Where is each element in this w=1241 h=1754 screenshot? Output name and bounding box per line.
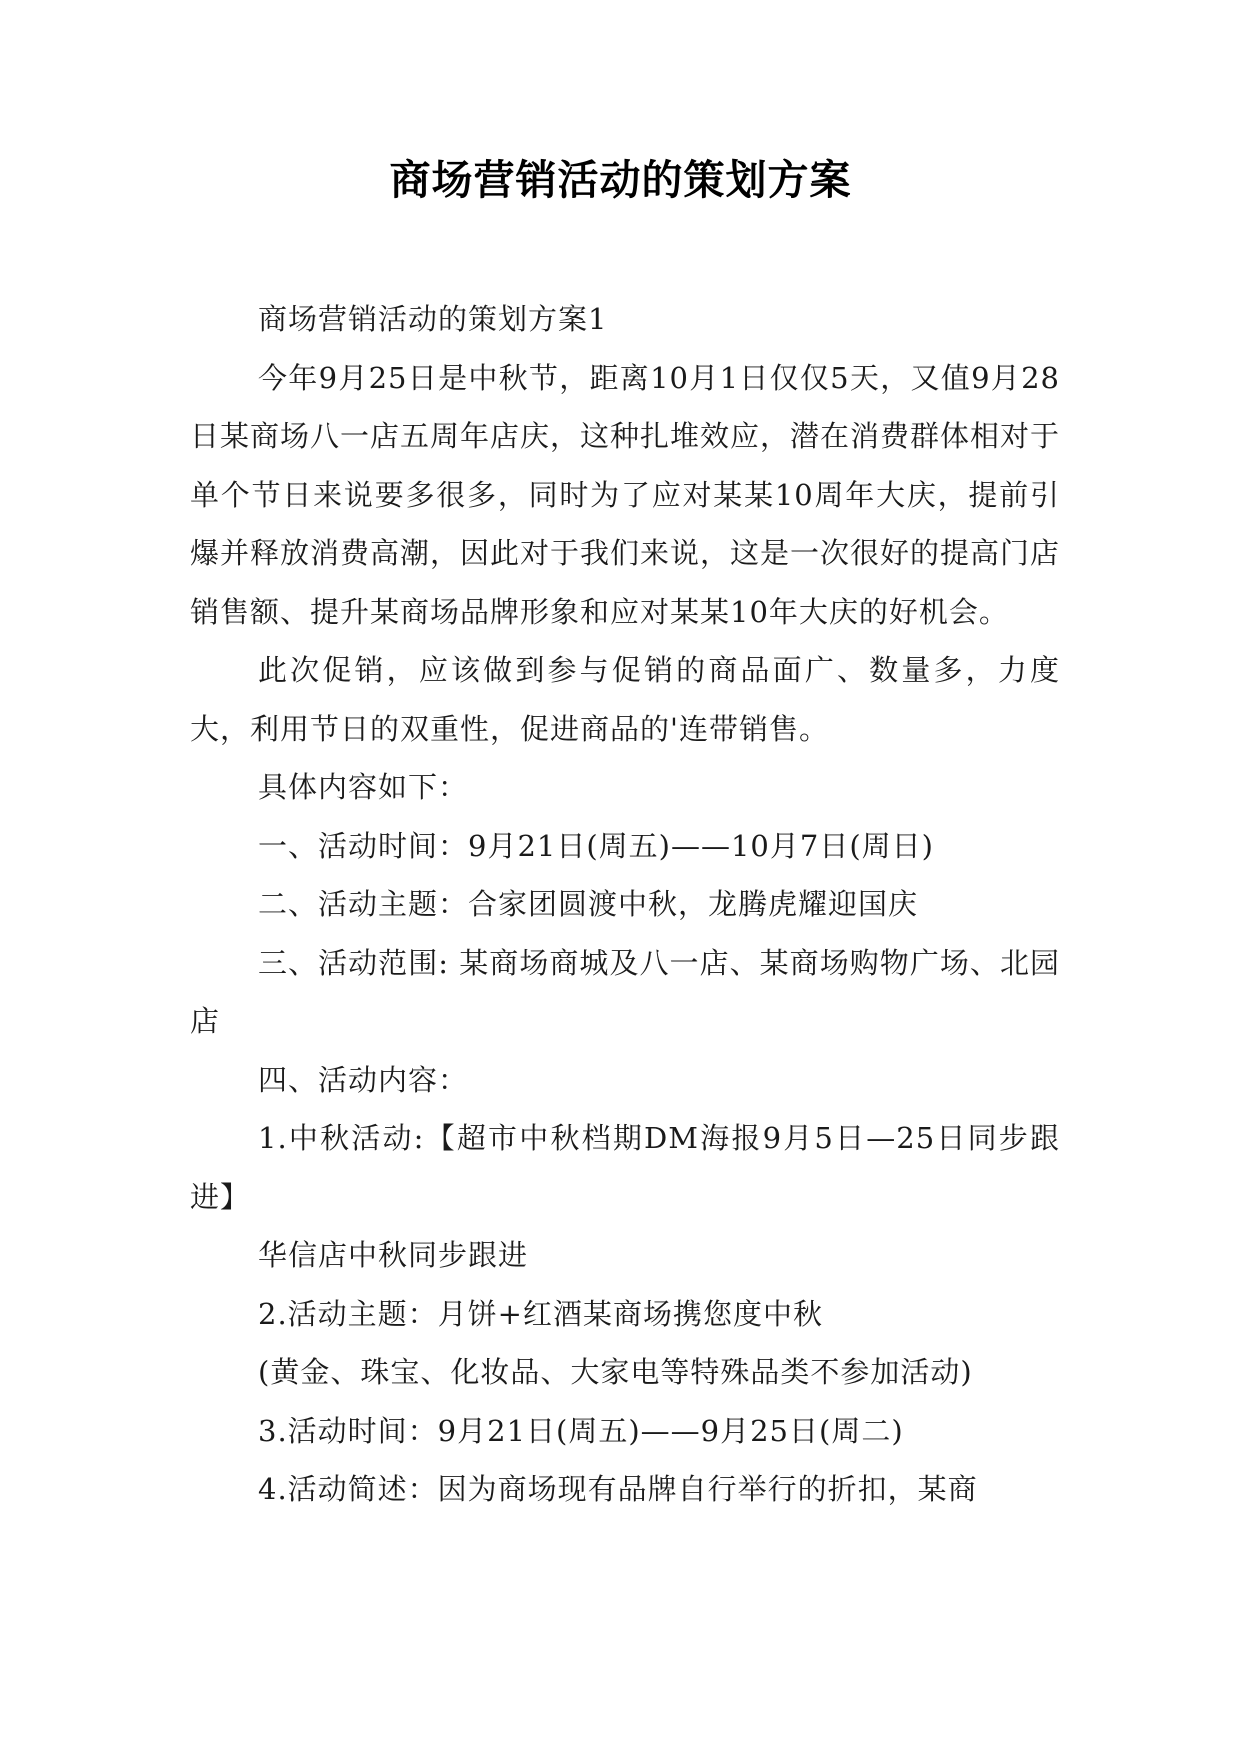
paragraph-activity-scope: 三、活动范围: 某商场商城及八一店、某商场购物广场、北园店 — [190, 945, 1060, 1038]
paragraph-activity-content: 四、活动内容： — [258, 1062, 469, 1097]
paragraph-exclusions: (黄金、珠宝、化妆品、大家电等特殊品类不参加活动) — [258, 1355, 973, 1389]
document-body — [190, 290, 1060, 1519]
paragraph-item-4: 4.活动简述：因为商场现有品牌自行举行的折扣，某商 — [258, 1472, 978, 1506]
paragraph-huaxin: 华信店中秋同步跟进 — [258, 1238, 529, 1272]
paragraph-item-3: 3.活动时间：9月21日(周五)——9月25日(周二) — [258, 1413, 904, 1448]
paragraph-promotion: 此次促销，应该做到参与促销的商品面广、数量多，力度大，利用节日的双重性，促进商品的'连带销售。 — [190, 653, 1060, 746]
paragraph-details-heading: 具体内容如下： — [258, 770, 469, 804]
paragraph-heading-1: 商场营销活动的策划方案1 — [258, 302, 608, 336]
paragraph-activity-theme: 二、活动主题：合家团圆渡中秋，龙腾虎耀迎国庆 — [258, 887, 919, 921]
paragraph-intro: 今年9月25日是中秋节，距离10月1日仅仅5天，又值9月28日某商场八一店五周年店庆，这种扎堆效应，潜在消费群体相对于单个节日来说要多很多，同时为了应对某某10周年大庆，提前引爆并释放消费高潮，因此对于我们来说，这是一次很好的提高门店销售额、提升某商场品牌形象和应对某某10年大庆的好机会。 — [190, 360, 1061, 629]
paragraph-item-2: 2.活动主题：月饼+红酒某商场携您度中秋 — [258, 1296, 823, 1331]
paragraph-item-1: 1.中秋活动:【超市中秋档期DM海报9月5日—25日同步跟进】 — [190, 1121, 1060, 1214]
document-title: 商场营销活动的策划方案 — [389, 156, 852, 204]
paragraph-activity-time: 一、活动时间：9月21日(周五)——10月7日(周日) — [258, 828, 934, 863]
